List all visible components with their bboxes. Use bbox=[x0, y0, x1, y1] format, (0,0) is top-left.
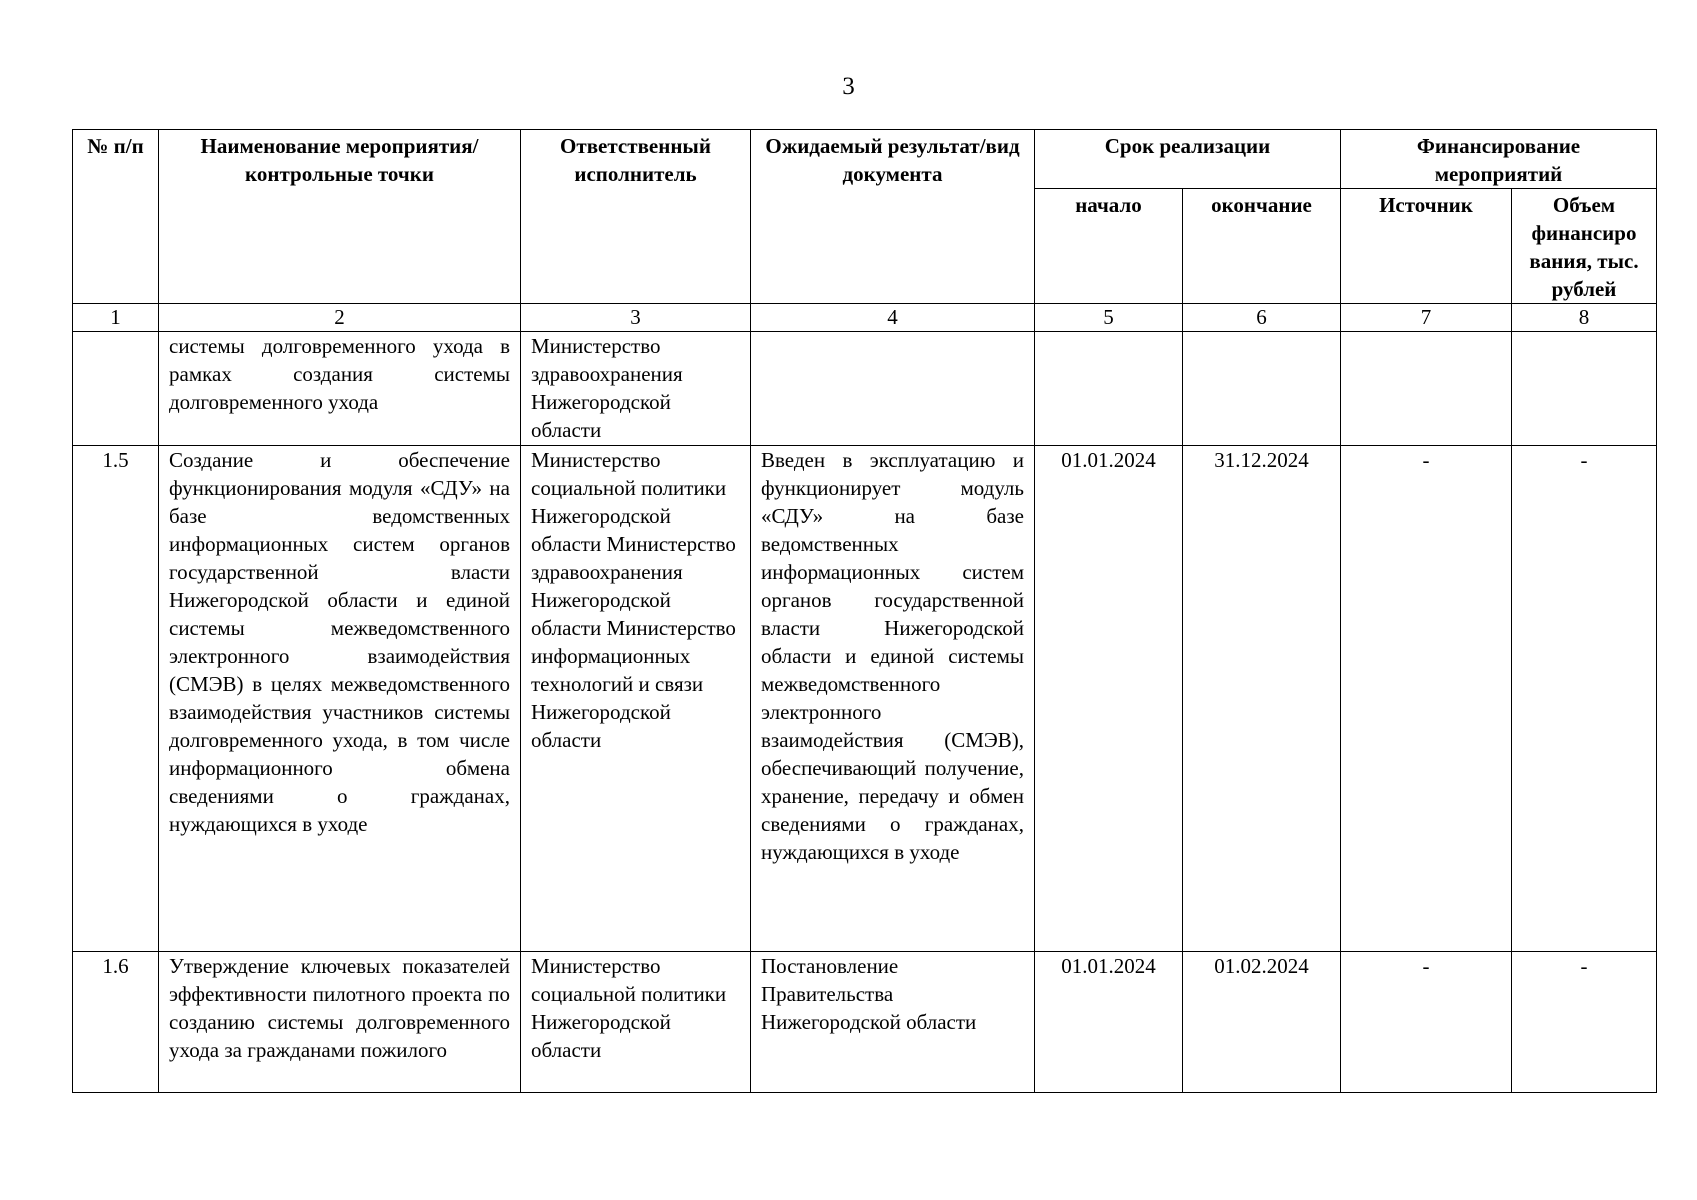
row-source bbox=[1341, 332, 1512, 446]
row-end bbox=[1183, 332, 1341, 446]
row-volume bbox=[1512, 332, 1657, 446]
row-end: 01.02.2024 bbox=[1183, 952, 1341, 1093]
header-responsible: Ответственный исполнитель bbox=[521, 130, 751, 304]
row-num: 1.6 bbox=[73, 952, 159, 1093]
header-term-end: окончание bbox=[1183, 189, 1341, 304]
row-volume: - bbox=[1512, 952, 1657, 1093]
header-result: Ожидаемый результат/вид документа bbox=[751, 130, 1035, 304]
header-name: Наименование мероприятия/ контрольные точки bbox=[159, 130, 521, 304]
row-responsible: Министерство социальной политики Нижегородской области bbox=[521, 952, 751, 1093]
column-number: 7 bbox=[1341, 304, 1512, 332]
row-name: системы долговременного ухода в рамках создания системы долговременного ухода bbox=[159, 332, 521, 446]
table-row bbox=[73, 952, 1657, 1093]
row-source: - bbox=[1341, 952, 1512, 1093]
row-num: 1.5 bbox=[73, 446, 159, 952]
row-end: 31.12.2024 bbox=[1183, 446, 1341, 952]
column-number: 1 bbox=[73, 304, 159, 332]
table-row bbox=[73, 446, 1657, 952]
column-number: 3 bbox=[521, 304, 751, 332]
row-result: Введен в эксплуатацию и функционирует модуль «СДУ» на базе ведомственных информационных систем органов государственной власти Нижегородской области и единой системы межведомственного электронного взаимодействия (СМЭВ), обеспечивающий получение, хранение, передачу и обмен сведениями о гражданах, нуждающихся в уходе bbox=[751, 446, 1035, 952]
row-start bbox=[1035, 332, 1183, 446]
action-plan-table bbox=[72, 129, 1657, 1093]
header-num: № п/п bbox=[73, 130, 159, 304]
row-source: - bbox=[1341, 446, 1512, 952]
column-number: 6 bbox=[1183, 304, 1341, 332]
row-responsible: Министерство социальной политики Нижегородской области Министерство здравоохранения Нижегородской области Министерство информационных технологий и связи Нижегородской области bbox=[521, 446, 751, 952]
header-volume: Объем финансиро вания, тыс. рублей bbox=[1512, 189, 1657, 304]
column-number: 2 bbox=[159, 304, 521, 332]
row-start: 01.01.2024 bbox=[1035, 952, 1183, 1093]
row-name: Утверждение ключевых показателей эффективности пилотного проекта по созданию системы долговременного ухода за гражданами пожилого bbox=[159, 952, 521, 1093]
header-term-start: начало bbox=[1035, 189, 1183, 304]
column-number: 4 bbox=[751, 304, 1035, 332]
row-volume: - bbox=[1512, 446, 1657, 952]
header-term: Срок реализации bbox=[1035, 130, 1341, 189]
row-name: Создание и обеспечение функционирования модуля «СДУ» на базе ведомственных информационных систем органов государственной власти Нижегородской области и единой системы межведомственного электронного взаимодействия (СМЭВ) в целях межведомственного взаимодействия участников системы долговременного ухода, в том числе информационного обмена сведениями о гражданах, нуждающихся в уходе bbox=[159, 446, 521, 952]
column-number: 8 bbox=[1512, 304, 1657, 332]
table-header-row bbox=[73, 130, 1657, 189]
row-result: Постановление Правительства Нижегородской области bbox=[751, 952, 1035, 1093]
row-num bbox=[73, 332, 159, 446]
header-source: Источник bbox=[1341, 189, 1512, 304]
row-responsible: Министерство здравоохранения Нижегородской области bbox=[521, 332, 751, 446]
column-numbering-row bbox=[73, 304, 1657, 332]
header-financing: Финансирование мероприятий bbox=[1341, 130, 1657, 189]
row-result bbox=[751, 332, 1035, 446]
column-number: 5 bbox=[1035, 304, 1183, 332]
table-row bbox=[73, 332, 1657, 446]
row-start: 01.01.2024 bbox=[1035, 446, 1183, 952]
page-number: 3 bbox=[842, 73, 855, 100]
